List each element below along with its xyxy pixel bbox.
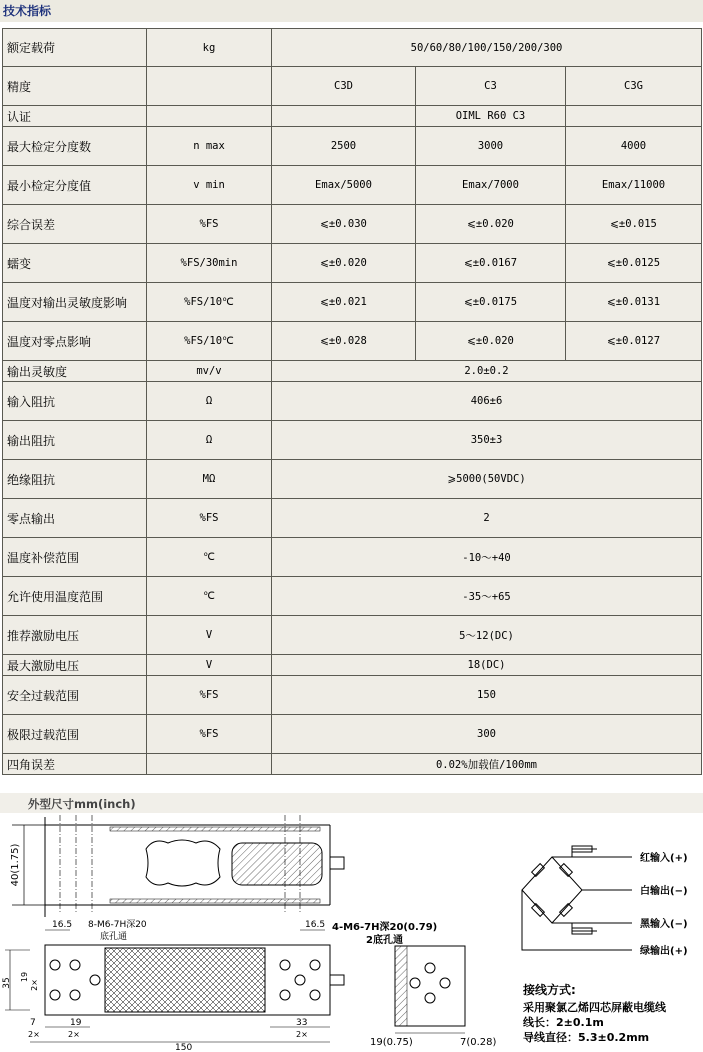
param-unit xyxy=(147,67,272,106)
param-value: 406±6 xyxy=(272,382,702,421)
param-value: ⩽±0.0175 xyxy=(416,283,566,322)
param-unit: Ω xyxy=(147,421,272,460)
param-name: 极限过载范围 xyxy=(3,715,147,754)
wire-label-black: 黑输入(−) xyxy=(640,919,688,930)
table-row xyxy=(3,616,702,655)
param-value: ⩾5000(50VDC) xyxy=(272,460,702,499)
param-value: ⩽±0.028 xyxy=(272,322,416,361)
hole-note-left-2: 底孔通 xyxy=(100,932,128,942)
param-name: 认证 xyxy=(3,106,147,127)
param-name: 温度补偿范围 xyxy=(3,538,147,577)
param-unit: %FS xyxy=(147,499,272,538)
param-unit: %FS/10℃ xyxy=(147,283,272,322)
dim-35: 35 xyxy=(2,977,12,989)
param-value: ⩽±0.0167 xyxy=(416,244,566,283)
dim-2x: 2× xyxy=(30,979,39,991)
param-value: C3G xyxy=(566,67,702,106)
wiring-line-2: 线长：2±0.1m xyxy=(523,1016,604,1029)
param-value: 18(DC) xyxy=(272,655,702,676)
dim-33: 33 xyxy=(296,1018,308,1028)
param-unit: n max xyxy=(147,127,272,166)
param-value: -10～+40 xyxy=(272,538,702,577)
param-value: 0.02%加载值/100mm xyxy=(272,754,702,775)
table-row xyxy=(3,244,702,283)
table-row xyxy=(3,382,702,421)
param-value: C3D xyxy=(272,67,416,106)
dimensions-header xyxy=(0,793,703,813)
param-unit: ℃ xyxy=(147,577,272,616)
end-view-drawing xyxy=(330,918,510,1052)
param-value: 3000 xyxy=(416,127,566,166)
wiring-notes xyxy=(523,983,666,1045)
param-unit: Ω xyxy=(147,382,272,421)
wiring-diagram xyxy=(512,835,702,960)
param-value: 2.0±0.2 xyxy=(272,361,702,382)
param-value: -35～+65 xyxy=(272,577,702,616)
height-label: 40(1.75) xyxy=(10,843,21,887)
table-row xyxy=(3,361,702,382)
param-value: 350±3 xyxy=(272,421,702,460)
param-name: 综合误差 xyxy=(3,205,147,244)
dim-2x-e: 2× xyxy=(296,1030,308,1039)
dim-2x-d: 2× xyxy=(68,1030,80,1039)
dimensions-title: 外型尺寸mm(inch) xyxy=(28,797,136,811)
table-row xyxy=(3,127,702,166)
param-value xyxy=(272,106,416,127)
side-view-drawing xyxy=(0,813,360,923)
param-value: ⩽±0.020 xyxy=(416,322,566,361)
param-value: ⩽±0.021 xyxy=(272,283,416,322)
param-value: 5～12(DC) xyxy=(272,616,702,655)
table-row xyxy=(3,715,702,754)
param-name: 温度对输出灵敏度影响 xyxy=(3,283,147,322)
wire-label-red: 红输入(+) xyxy=(640,853,688,864)
dim-19: 19 xyxy=(20,971,29,983)
table-row xyxy=(3,499,702,538)
param-value: ⩽±0.0131 xyxy=(566,283,702,322)
wire-label-white: 白输出(−) xyxy=(640,886,688,897)
dim-2x-c: 2× xyxy=(28,1030,40,1039)
param-name: 温度对零点影响 xyxy=(3,322,147,361)
spec-table xyxy=(2,28,702,775)
param-value xyxy=(566,106,702,127)
param-name: 最大激励电压 xyxy=(3,655,147,676)
table-row xyxy=(3,283,702,322)
param-value: 2500 xyxy=(272,127,416,166)
param-name: 蠕变 xyxy=(3,244,147,283)
dim-19-b: 19 xyxy=(70,1018,82,1028)
param-name: 最大检定分度数 xyxy=(3,127,147,166)
param-name: 安全过载范围 xyxy=(3,676,147,715)
param-unit: %FS/10℃ xyxy=(147,322,272,361)
param-value: Emax/11000 xyxy=(566,166,702,205)
param-value: ⩽±0.015 xyxy=(566,205,702,244)
param-value: C3 xyxy=(416,67,566,106)
param-value: 2 xyxy=(272,499,702,538)
table-row xyxy=(3,205,702,244)
param-name: 推荐激励电压 xyxy=(3,616,147,655)
param-name: 零点输出 xyxy=(3,499,147,538)
table-row xyxy=(3,166,702,205)
wiring-line-1: 采用聚氯乙烯四芯屏蔽电缆线 xyxy=(523,1001,666,1014)
hole-note-right: 4-M6-7H深20(0.79) xyxy=(332,922,438,933)
dim-7-028: 7(0.28) xyxy=(460,1037,497,1048)
wiring-title: 接线方式: xyxy=(523,983,576,997)
dim-16-5-left: 16.5 xyxy=(52,920,73,930)
param-unit: %FS xyxy=(147,205,272,244)
param-name: 最小检定分度值 xyxy=(3,166,147,205)
param-value: OIML R60 C3 xyxy=(416,106,566,127)
top-view-drawing xyxy=(0,915,380,1052)
wiring-line-3: 导线直径：5.3±0.2mm xyxy=(523,1031,650,1044)
param-value: ⩽±0.020 xyxy=(272,244,416,283)
param-name: 精度 xyxy=(3,67,147,106)
param-value: 50/60/80/100/150/200/300 xyxy=(272,29,702,67)
section-header xyxy=(0,0,703,22)
param-value: ⩽±0.030 xyxy=(272,205,416,244)
param-name: 绝缘阻抗 xyxy=(3,460,147,499)
param-unit: %FS xyxy=(147,715,272,754)
table-row xyxy=(3,322,702,361)
table-row xyxy=(3,538,702,577)
param-unit: V xyxy=(147,655,272,676)
param-unit: kg xyxy=(147,29,272,67)
param-unit: MΩ xyxy=(147,460,272,499)
param-value: ⩽±0.020 xyxy=(416,205,566,244)
param-unit: mv/v xyxy=(147,361,272,382)
param-name: 允许使用温度范围 xyxy=(3,577,147,616)
hole-note-right-2: 2底孔通 xyxy=(366,935,403,946)
table-row xyxy=(3,577,702,616)
param-value: Emax/5000 xyxy=(272,166,416,205)
table-row xyxy=(3,67,702,106)
param-value: 150 xyxy=(272,676,702,715)
param-name: 输入阻抗 xyxy=(3,382,147,421)
param-unit: V xyxy=(147,616,272,655)
dim-16-5-right: 16.5 xyxy=(305,920,326,930)
dim-7: 7 xyxy=(30,1018,36,1028)
table-row xyxy=(3,421,702,460)
param-unit: %FS/30min xyxy=(147,244,272,283)
param-name: 四角误差 xyxy=(3,754,147,775)
param-value: 4000 xyxy=(566,127,702,166)
table-row xyxy=(3,460,702,499)
param-unit xyxy=(147,754,272,775)
param-name: 输出阻抗 xyxy=(3,421,147,460)
param-unit: ℃ xyxy=(147,538,272,577)
hole-note-left: 8-M6-7H深20 xyxy=(88,920,147,930)
table-row xyxy=(3,676,702,715)
param-value: ⩽±0.0125 xyxy=(566,244,702,283)
dim-150: 150 xyxy=(175,1043,193,1052)
table-row xyxy=(3,106,702,127)
dim-19-075: 19(0.75) xyxy=(370,1037,413,1048)
param-value: ⩽±0.0127 xyxy=(566,322,702,361)
param-unit xyxy=(147,106,272,127)
param-unit: %FS xyxy=(147,676,272,715)
param-value: Emax/7000 xyxy=(416,166,566,205)
param-name: 额定载荷 xyxy=(3,29,147,67)
wire-label-green: 绿输出(+) xyxy=(640,946,688,957)
param-value: 300 xyxy=(272,715,702,754)
table-row xyxy=(3,29,702,67)
param-name: 输出灵敏度 xyxy=(3,361,147,382)
section-title: 技术指标 xyxy=(3,4,52,18)
table-row xyxy=(3,754,702,775)
param-unit: v min xyxy=(147,166,272,205)
table-row xyxy=(3,655,702,676)
